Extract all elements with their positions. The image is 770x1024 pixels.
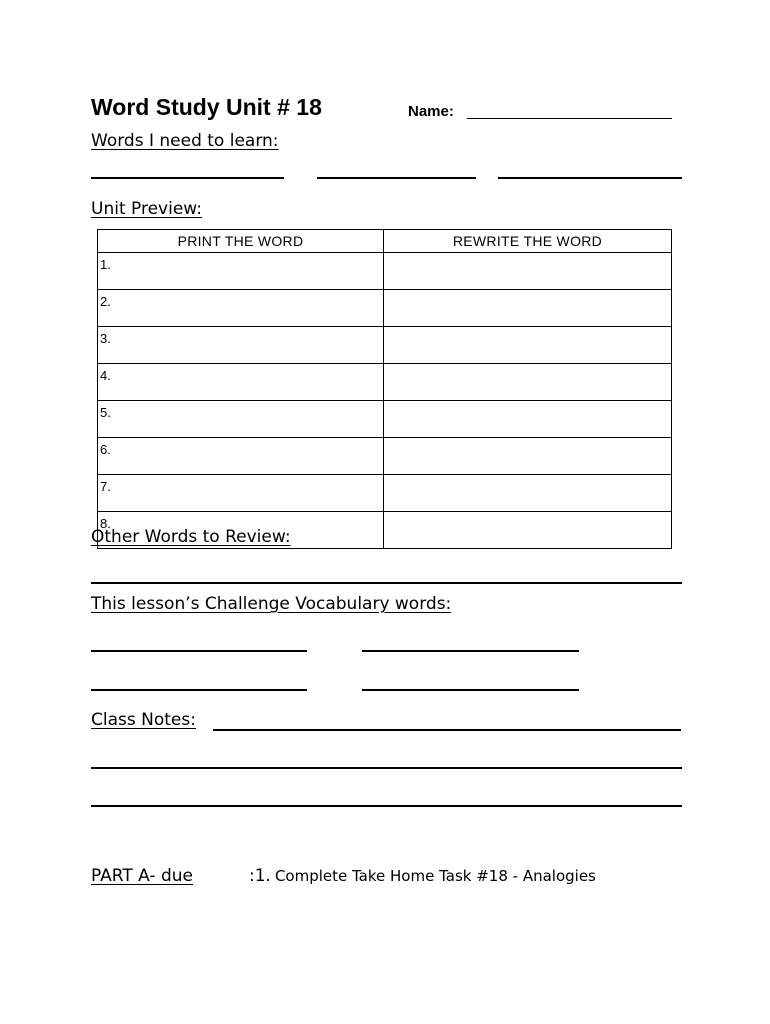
class-notes-blank-line xyxy=(91,767,682,769)
part-a-due-label: PART A- due xyxy=(91,866,193,886)
unit-preview-table xyxy=(97,229,672,549)
assignment-line xyxy=(91,866,596,886)
row-number: 5. xyxy=(98,401,384,438)
rewrite-cell xyxy=(383,475,671,512)
rewrite-cell xyxy=(383,438,671,475)
rewrite-cell xyxy=(383,253,671,290)
column-header-rewrite: REWRITE THE WORD xyxy=(383,230,671,253)
row-number: 8. xyxy=(98,512,384,549)
challenge-blank-line xyxy=(91,689,307,691)
words-to-learn-heading: Words I need to learn: xyxy=(91,131,279,151)
page-title: Word Study Unit # 18 xyxy=(91,94,322,120)
table-row xyxy=(98,327,672,364)
unit-preview-heading: Unit Preview: xyxy=(91,199,202,219)
column-header-print: PRINT THE WORD xyxy=(98,230,384,253)
class-notes-heading: Class Notes: xyxy=(91,710,196,730)
challenge-blank-line xyxy=(91,650,307,652)
word-blank-line xyxy=(91,177,284,179)
word-blank-line xyxy=(498,177,682,179)
challenge-blank-line xyxy=(362,650,579,652)
table-row xyxy=(98,364,672,401)
table-header-row xyxy=(98,230,672,253)
row-number: 3. xyxy=(98,327,384,364)
task-number: :1. xyxy=(248,866,271,886)
table-row xyxy=(98,438,672,475)
challenge-words-heading: This lesson’s Challenge Vocabulary words: xyxy=(91,594,452,614)
other-words-blank-line xyxy=(91,582,682,584)
task-description: Complete Take Home Task #18 - Analogies xyxy=(274,867,596,885)
rewrite-cell xyxy=(383,364,671,401)
name-blank-line xyxy=(467,118,672,119)
rewrite-cell xyxy=(383,327,671,364)
row-number: 2. xyxy=(98,290,384,327)
challenge-blank-line xyxy=(362,689,579,691)
row-number: 6. xyxy=(98,438,384,475)
other-words-heading: Other Words to Review: xyxy=(91,527,291,547)
row-number: 1. xyxy=(98,253,384,290)
class-notes-blank-line xyxy=(213,729,681,731)
word-blank-line xyxy=(317,177,476,179)
table-row xyxy=(98,401,672,438)
rewrite-cell xyxy=(383,401,671,438)
name-label: Name: xyxy=(408,103,454,120)
rewrite-cell xyxy=(383,290,671,327)
row-number: 4. xyxy=(98,364,384,401)
rewrite-cell xyxy=(383,512,671,549)
row-number: 7. xyxy=(98,475,384,512)
class-notes-blank-line xyxy=(91,805,682,807)
table-row xyxy=(98,253,672,290)
table-row xyxy=(98,290,672,327)
table-row xyxy=(98,475,672,512)
